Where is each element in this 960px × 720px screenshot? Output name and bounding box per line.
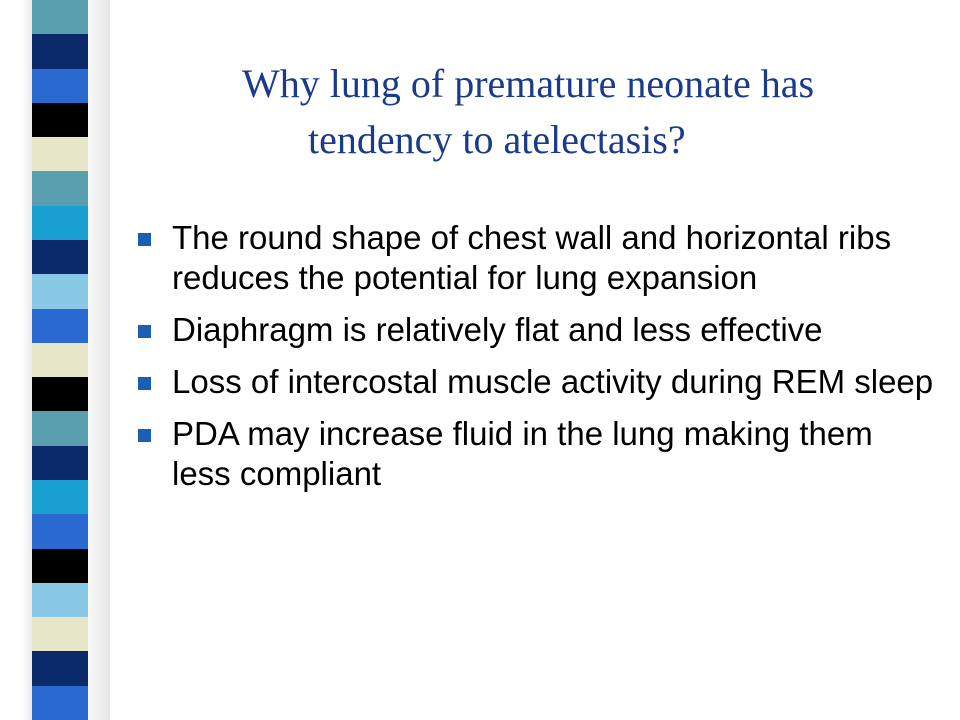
square-bullet-icon bbox=[138, 377, 151, 390]
slide-title bbox=[232, 56, 932, 168]
square-bullet-icon bbox=[138, 233, 151, 246]
decorative-block bbox=[32, 514, 88, 549]
bullet-item bbox=[138, 310, 938, 350]
bullet-list bbox=[138, 218, 938, 506]
decorative-block bbox=[32, 274, 88, 309]
square-bullet-icon bbox=[138, 325, 151, 338]
bullet-text: PDA may increase fluid in the lung making them less compliant bbox=[172, 415, 873, 492]
decorative-block bbox=[32, 103, 88, 138]
decorative-block bbox=[32, 309, 88, 344]
decorative-block bbox=[32, 583, 88, 618]
decorative-block bbox=[32, 206, 88, 241]
decorative-block bbox=[32, 686, 88, 720]
decorative-block bbox=[32, 137, 88, 172]
bullet-item bbox=[138, 218, 938, 298]
decorative-block bbox=[32, 411, 88, 446]
decorative-block bbox=[32, 69, 88, 104]
decorative-block bbox=[32, 549, 88, 584]
bullet-text: The round shape of chest wall and horizontal ribs reduces the potential for lung expansion bbox=[172, 219, 892, 296]
bullet-text: Diaphragm is relatively flat and less effective bbox=[172, 311, 823, 348]
decorative-block bbox=[32, 377, 88, 412]
decorative-block bbox=[32, 480, 88, 515]
decorative-block bbox=[32, 0, 88, 35]
slide-title-line-2: tendency to atelectasis? bbox=[308, 117, 686, 162]
bullet-item bbox=[138, 362, 938, 402]
decorative-block bbox=[32, 240, 88, 275]
decorative-block bbox=[32, 343, 88, 378]
bullet-text: Loss of intercostal muscle activity during REM sleep bbox=[172, 363, 934, 400]
decorative-block bbox=[32, 617, 88, 652]
slide-title-line-1: Why lung of premature neonate has bbox=[242, 61, 815, 106]
decorative-block bbox=[32, 171, 88, 206]
bullet-item bbox=[138, 414, 938, 494]
decorative-block bbox=[32, 34, 88, 69]
decorative-block bbox=[32, 651, 88, 686]
decorative-block-column bbox=[32, 0, 88, 720]
square-bullet-icon bbox=[138, 429, 151, 442]
decorative-block bbox=[32, 446, 88, 481]
